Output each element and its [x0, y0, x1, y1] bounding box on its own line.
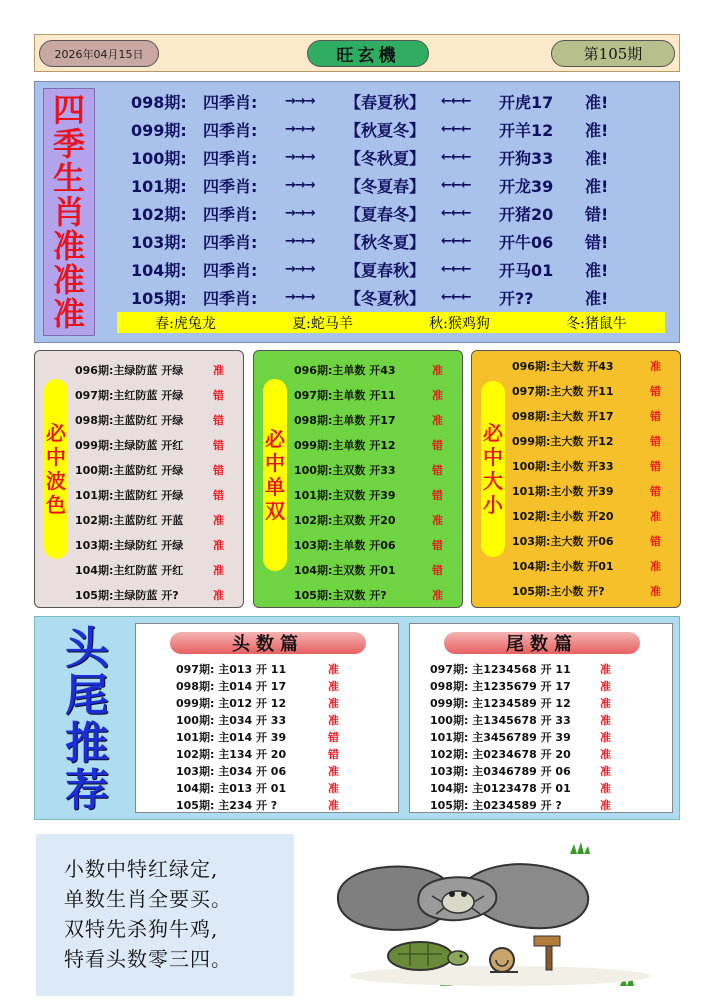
- row-result: 准: [213, 563, 224, 577]
- season-arrow-l: ←←←: [441, 149, 471, 165]
- turtle-crab-illustration: [320, 836, 662, 996]
- season-arrow-l: ←←←: [441, 205, 471, 221]
- big-small-box: [471, 350, 681, 608]
- row-text: 100期: 主1345678 开 33: [430, 713, 571, 727]
- season-arrow-l: ←←←: [441, 177, 471, 193]
- row-text: 097期:主单数 开11: [294, 388, 396, 402]
- list-item: [430, 762, 664, 779]
- row-text: 100期: 主034 开 33: [176, 713, 287, 727]
- title-char: 推: [65, 717, 109, 769]
- title-char: 中: [46, 445, 66, 469]
- season-arrow-r: →→→: [285, 261, 315, 277]
- row-result: 准: [432, 588, 443, 602]
- list-item: [75, 482, 239, 507]
- season-arrow-r: →→→: [285, 121, 315, 137]
- row-text: 104期: 主013 开 01: [176, 781, 287, 795]
- list-item: [430, 711, 664, 728]
- season-arrow-r: →→→: [285, 93, 315, 109]
- row-text: 097期:主大数 开11: [512, 384, 614, 398]
- season-row: [131, 143, 671, 171]
- season-arrow-l: ←←←: [441, 93, 471, 109]
- row-result: 错: [650, 409, 661, 423]
- row-result: 准: [328, 679, 339, 693]
- list-item: [75, 382, 239, 407]
- list-item: [75, 457, 239, 482]
- season-result: 准!: [585, 148, 609, 168]
- season-label: 四季肖:: [203, 176, 258, 196]
- season-open: 开龙39: [499, 176, 554, 196]
- list-item: [430, 745, 664, 762]
- row-result: 准: [650, 359, 661, 373]
- season-row: [131, 199, 671, 227]
- row-text: 103期:主绿防红 开绿: [75, 538, 184, 552]
- row-result: 错: [432, 438, 443, 452]
- row-result: 准: [328, 713, 339, 727]
- list-item: [294, 357, 458, 382]
- poem-line: 小数中特红绿定,: [64, 857, 219, 881]
- odd-even-box: [253, 350, 463, 608]
- season-label: 四季肖:: [203, 148, 258, 168]
- row-result: 错: [650, 434, 661, 448]
- row-result: 准: [600, 764, 611, 778]
- list-item: [430, 728, 664, 745]
- poem-line: 单数生肖全要买。: [64, 887, 232, 911]
- row-result: 准: [650, 584, 661, 598]
- row-result: 准: [213, 513, 224, 527]
- row-text: 104期: 主0123478 开 01: [430, 781, 571, 795]
- season-value: 【冬夏春】: [345, 176, 426, 196]
- head-number-panel: [135, 623, 399, 813]
- season-value: 【秋夏冬】: [345, 120, 426, 140]
- row-result: 错: [213, 463, 224, 477]
- row-result: 准: [328, 764, 339, 778]
- list-item: [512, 478, 676, 503]
- list-item: [512, 528, 676, 553]
- list-item: [294, 507, 458, 532]
- title-char: 准: [52, 261, 85, 299]
- season-result: 准!: [585, 92, 609, 112]
- row-result: 准: [432, 363, 443, 377]
- issue-badge: 第105期: [551, 40, 675, 67]
- wave-color-box: [34, 350, 244, 608]
- row-text: 105期: 主234 开 ?: [176, 798, 278, 812]
- season-period: 103期:: [131, 232, 187, 252]
- row-text: 098期:主蓝防红 开绿: [75, 413, 184, 427]
- season-label: 四季肖:: [203, 204, 258, 224]
- season-open: 开羊12: [499, 120, 554, 140]
- row-text: 102期:主蓝防红 开蓝: [75, 513, 184, 527]
- row-text: 102期:主双数 开20: [294, 513, 396, 527]
- season-open: 开虎17: [499, 92, 554, 112]
- list-item: [176, 745, 390, 762]
- wave-title: [44, 379, 68, 559]
- season-arrow-l: ←←←: [441, 261, 471, 277]
- row-result: 准: [213, 538, 224, 552]
- row-result: 错: [328, 730, 339, 744]
- list-item: [176, 762, 390, 779]
- title-char: 大: [483, 469, 503, 493]
- title-char: 荐: [65, 764, 109, 816]
- row-text: 100期:主蓝防红 开绿: [75, 463, 184, 477]
- season-rows: [131, 87, 671, 311]
- title-char: 中: [265, 451, 285, 475]
- row-text: 101期: 主014 开 39: [176, 730, 287, 744]
- season-label: 四季肖:: [203, 260, 258, 280]
- row-result: 准: [213, 363, 224, 377]
- season-arrow-r: →→→: [285, 177, 315, 193]
- list-item: [176, 779, 390, 796]
- date-badge: 2026年04月15日: [39, 40, 159, 67]
- title-char: 生: [52, 159, 85, 197]
- title-char: 必: [483, 421, 503, 445]
- season-arrow-r: →→→: [285, 233, 315, 249]
- list-item: [176, 677, 390, 694]
- season-value: 【夏春冬】: [345, 204, 426, 224]
- row-text: 099期:主单数 开12: [294, 438, 396, 452]
- title-char: 单: [265, 475, 285, 499]
- title-char: 头: [65, 623, 109, 674]
- list-item: [512, 553, 676, 578]
- list-item: [176, 728, 390, 745]
- list-item: [512, 403, 676, 428]
- list-item: [75, 507, 239, 532]
- legend-summer: 夏:蛇马羊: [292, 315, 353, 332]
- row-text: 098期:主大数 开17: [512, 409, 614, 423]
- season-period: 101期:: [131, 176, 187, 196]
- season-value: 【冬秋夏】: [345, 148, 426, 168]
- season-label: 四季肖:: [203, 92, 258, 112]
- season-title: [43, 88, 95, 336]
- row-text: 098期:主单数 开17: [294, 413, 396, 427]
- list-item: [512, 428, 676, 453]
- season-row: [131, 171, 671, 199]
- list-item: [75, 582, 239, 607]
- row-text: 104期:主双数 开01: [294, 563, 396, 577]
- list-item: [430, 677, 664, 694]
- list-item: [294, 382, 458, 407]
- row-result: 准: [600, 747, 611, 761]
- row-text: 102期: 主0234678 开 20: [430, 747, 571, 761]
- head-rows: [176, 660, 390, 813]
- season-arrow-r: →→→: [285, 289, 315, 305]
- list-item: [75, 557, 239, 582]
- row-result: 准: [432, 413, 443, 427]
- title-char: 中: [483, 445, 503, 469]
- title-char: 小: [483, 493, 503, 517]
- list-item: [430, 660, 664, 677]
- row-text: 103期: 主0346789 开 06: [430, 764, 571, 778]
- season-period: 099期:: [131, 120, 187, 140]
- list-item: [176, 660, 390, 677]
- season-value: 【冬夏秋】: [345, 288, 426, 308]
- title-char: 准: [52, 295, 85, 333]
- season-open: 开马01: [499, 260, 554, 280]
- row-text: 099期: 主012 开 12: [176, 696, 287, 710]
- row-result: 准: [328, 662, 339, 676]
- row-result: 准: [650, 559, 661, 573]
- tail-rows: [430, 660, 664, 813]
- brand-logo: 旺玄機: [307, 40, 429, 67]
- poem-line: 双特先杀狗牛鸡,: [64, 917, 219, 941]
- row-result: 准: [650, 509, 661, 523]
- list-item: [512, 378, 676, 403]
- title-char: 季: [52, 125, 85, 163]
- title-char: 准: [52, 227, 85, 265]
- row-text: 101期: 主3456789 开 39: [430, 730, 571, 744]
- head-tail-section: [34, 616, 680, 820]
- season-result: 错!: [585, 232, 609, 252]
- legend-winter: 冬:猪鼠牛: [566, 315, 627, 332]
- row-text: 100期:主小数 开33: [512, 459, 614, 473]
- season-open: 开牛06: [499, 232, 554, 252]
- row-text: 097期: 主1234568 开 11: [430, 662, 571, 676]
- title-char: 波: [46, 469, 66, 493]
- row-result: 错: [650, 384, 661, 398]
- season-arrow-l: ←←←: [441, 289, 471, 305]
- oddeven-title: [263, 379, 287, 571]
- row-result: 错: [213, 438, 224, 452]
- poem-box: [36, 834, 294, 996]
- wave-rows: [75, 357, 239, 607]
- row-result: 错: [213, 488, 224, 502]
- season-row: [131, 87, 671, 115]
- row-result: 准: [328, 781, 339, 795]
- season-value: 【夏春秋】: [345, 260, 426, 280]
- row-text: 103期:主单数 开06: [294, 538, 396, 552]
- season-row: [131, 255, 671, 283]
- season-value: 【春夏秋】: [345, 92, 426, 112]
- row-text: 105期:主绿防蓝 开?: [75, 588, 179, 602]
- row-text: 101期:主双数 开39: [294, 488, 396, 502]
- list-item: [294, 582, 458, 607]
- row-result: 准: [328, 696, 339, 710]
- head-panel-title: 头数篇: [170, 632, 366, 654]
- row-text: 104期:主红防蓝 开红: [75, 563, 184, 577]
- row-result: 准: [600, 662, 611, 676]
- row-text: 099期: 主1234589 开 12: [430, 696, 571, 710]
- tail-number-panel: [409, 623, 673, 813]
- title-char: 肖: [52, 193, 85, 231]
- list-item: [75, 407, 239, 432]
- row-result: 准: [213, 588, 224, 602]
- row-result: 错: [213, 413, 224, 427]
- row-text: 097期:主红防蓝 开绿: [75, 388, 184, 402]
- list-item: [75, 432, 239, 457]
- row-text: 104期:主小数 开01: [512, 559, 614, 573]
- season-label: 四季肖:: [203, 120, 258, 140]
- season-open: 开猪20: [499, 204, 554, 224]
- row-text: 102期: 主134 开 20: [176, 747, 287, 761]
- season-arrow-r: →→→: [285, 205, 315, 221]
- season-result: 准!: [585, 260, 609, 280]
- row-text: 105期:主双数 开?: [294, 588, 387, 602]
- title-char: 色: [46, 493, 66, 517]
- season-row: [131, 227, 671, 255]
- row-text: 098期: 主1235679 开 17: [430, 679, 571, 693]
- poem-line: 特看头数零三四。: [64, 947, 232, 971]
- row-text: 103期:主大数 开06: [512, 534, 614, 548]
- row-result: 准: [600, 679, 611, 693]
- row-result: 错: [213, 388, 224, 402]
- season-result: 准!: [585, 120, 609, 140]
- list-item: [176, 796, 390, 813]
- list-item: [75, 357, 239, 382]
- season-label: 四季肖:: [203, 232, 258, 252]
- season-arrow-l: ←←←: [441, 233, 471, 249]
- season-result: 错!: [585, 204, 609, 224]
- season-result: 准!: [585, 176, 609, 196]
- row-result: 错: [650, 459, 661, 473]
- row-text: 096期:主大数 开43: [512, 359, 614, 373]
- row-result: 准: [600, 730, 611, 744]
- row-text: 096期:主单数 开43: [294, 363, 396, 377]
- row-result: 错: [432, 563, 443, 577]
- title-char: 必: [46, 421, 66, 445]
- season-value: 【秋冬夏】: [345, 232, 426, 252]
- head-tail-title: [41, 623, 133, 816]
- list-item: [512, 353, 676, 378]
- row-result: 错: [432, 538, 443, 552]
- bigsmall-rows: [512, 353, 676, 603]
- row-result: 错: [432, 488, 443, 502]
- title-char: 必: [265, 427, 285, 451]
- title-char: 四: [52, 91, 85, 129]
- list-item: [512, 503, 676, 528]
- list-item: [75, 532, 239, 557]
- season-period: 100期:: [131, 148, 187, 168]
- row-text: 099期:主大数 开12: [512, 434, 614, 448]
- row-text: 096期:主绿防蓝 开绿: [75, 363, 184, 377]
- season-arrow-l: ←←←: [441, 121, 471, 137]
- row-text: 105期: 主0234589 开 ?: [430, 798, 562, 812]
- row-result: 准: [432, 513, 443, 527]
- season-zodiac-section: [34, 81, 680, 343]
- row-text: 098期: 主014 开 17: [176, 679, 287, 693]
- row-text: 102期:主小数 开20: [512, 509, 614, 523]
- season-period: 105期:: [131, 288, 187, 308]
- list-item: [294, 557, 458, 582]
- season-open: 开??: [499, 288, 534, 308]
- list-item: [512, 578, 676, 603]
- season-period: 098期:: [131, 92, 187, 112]
- list-item: [176, 711, 390, 728]
- row-result: 错: [650, 484, 661, 498]
- title-char: 尾: [65, 670, 109, 722]
- bigsmall-title: [481, 381, 505, 557]
- row-text: 101期:主蓝防红 开绿: [75, 488, 184, 502]
- row-result: 错: [650, 534, 661, 548]
- row-result: 错: [432, 463, 443, 477]
- season-open: 开狗33: [499, 148, 554, 168]
- list-item: [294, 482, 458, 507]
- season-label: 四季肖:: [203, 288, 258, 308]
- list-item: [176, 694, 390, 711]
- row-result: 错: [328, 747, 339, 761]
- row-result: 准: [600, 781, 611, 795]
- row-result: 准: [432, 388, 443, 402]
- list-item: [294, 432, 458, 457]
- oddeven-rows: [294, 357, 458, 607]
- season-period: 102期:: [131, 204, 187, 224]
- row-text: 105期:主小数 开?: [512, 584, 605, 598]
- row-result: 准: [600, 696, 611, 710]
- row-text: 103期: 主034 开 06: [176, 764, 287, 778]
- row-result: 准: [600, 713, 611, 727]
- list-item: [512, 453, 676, 478]
- season-row: [131, 115, 671, 143]
- season-period: 104期:: [131, 260, 187, 280]
- row-text: 100期:主双数 开33: [294, 463, 396, 477]
- legend-spring: 春:虎兔龙: [155, 315, 216, 332]
- tail-panel-title: 尾数篇: [444, 632, 640, 654]
- list-item: [294, 407, 458, 432]
- season-row: [131, 283, 671, 311]
- season-legend: [117, 312, 665, 333]
- list-item: [430, 694, 664, 711]
- list-item: [430, 779, 664, 796]
- header-bar: [34, 34, 680, 72]
- row-text: 101期:主小数 开39: [512, 484, 614, 498]
- legend-autumn: 秋:猴鸡狗: [429, 315, 490, 332]
- season-result: 准!: [585, 288, 609, 308]
- row-text: 099期:主绿防蓝 开红: [75, 438, 184, 452]
- season-arrow-r: →→→: [285, 149, 315, 165]
- row-text: 097期: 主013 开 11: [176, 662, 287, 676]
- list-item: [294, 532, 458, 557]
- title-char: 双: [265, 499, 285, 523]
- list-item: [430, 796, 664, 813]
- row-result: 准: [600, 798, 611, 812]
- list-item: [294, 457, 458, 482]
- row-result: 准: [328, 798, 339, 812]
